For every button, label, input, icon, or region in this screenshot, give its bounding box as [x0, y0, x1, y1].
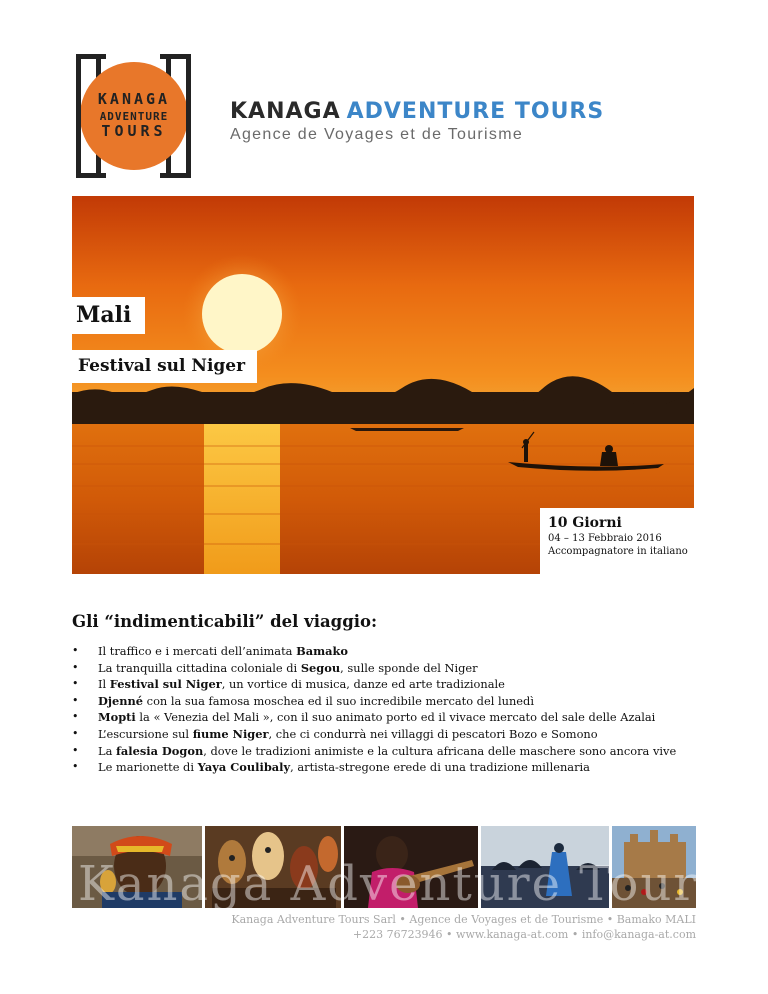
highlight-item: [72, 693, 712, 710]
highlights-title: Gli “indimenticabili” del viaggio:: [72, 612, 378, 631]
highlight-text-end: la « Venezia del Mali », con il suo animato porto ed il vivace mercato del sale delle Azalai: [135, 710, 656, 725]
trip-info-box: [540, 508, 694, 574]
country-label: Mali: [72, 297, 145, 334]
event-label: Festival sul Niger: [72, 350, 257, 383]
brand-name-part2: ADVENTURE TOURS: [346, 99, 605, 124]
footer: [231, 912, 696, 942]
highlight-place: Segou: [300, 660, 341, 675]
highlight-text: L’escursione sul: [98, 726, 193, 741]
highlight-place: Bamako: [296, 644, 349, 658]
trip-dates: 04 – 13 Febbraio 2016: [548, 533, 662, 544]
watermark-text: Kanaga Adventure Tours: [78, 856, 725, 912]
highlight-text: La: [98, 743, 116, 758]
highlight-place: Mopti: [98, 710, 136, 725]
highlight-place: Yaya Coulibaly: [197, 760, 291, 775]
highlights-list: [72, 643, 712, 776]
highlight-text-end: , che ci condurrà nei villaggi di pescatori Bozo e Somono: [268, 726, 598, 741]
highlight-place: fiume Niger: [192, 726, 269, 741]
brand-block: [230, 100, 604, 144]
highlight-text: Il: [98, 677, 110, 692]
brand-name: [230, 100, 604, 124]
highlight-item: [72, 726, 712, 743]
footer-line-2: +223 76723946 • www.kanaga-at.com • info@kanaga-at.com: [352, 928, 696, 941]
highlight-place: falesia Dogon: [115, 743, 204, 758]
highlight-text: Il traffico e i mercati dell’animata: [98, 644, 297, 658]
highlight-text-end: , dove le tradizioni animiste e la cultura africana delle maschere sono ancora vive: [203, 743, 677, 758]
highlight-text-end: , artista-stregone erede di una tradizione millenaria: [290, 760, 590, 775]
brand-subtitle: Agence de Voyages et de Tourisme: [230, 126, 524, 143]
trip-duration: 10 Giorni: [548, 515, 622, 531]
trip-guide: Accompagnatore in italiano: [548, 546, 688, 557]
logo-text-1: KANAGA: [97, 90, 171, 108]
logo-text-2: ADVENTURE: [99, 110, 169, 123]
highlight-text: Le marionette di: [98, 760, 198, 775]
highlight-item: [72, 709, 712, 726]
company-logo: [72, 52, 198, 180]
highlight-text-end: con la sua famosa moschea ed il suo incredibile mercato del lunedì: [143, 693, 534, 708]
highlight-place: Festival sul Niger: [109, 677, 222, 692]
highlight-text-end: , un vortice di musica, danze ed arte tradizionale: [221, 677, 505, 692]
brand-name-part1: KANAGA: [230, 99, 341, 124]
highlight-text: La tranquilla cittadina coloniale di: [98, 660, 301, 675]
logo-text-3: TOURS: [101, 122, 167, 140]
highlight-text-end: , sulle sponde del Niger: [340, 660, 478, 675]
highlight-place: Djenné: [98, 693, 144, 708]
highlight-item: [72, 660, 712, 677]
highlight-item: [72, 759, 712, 776]
highlight-item: [72, 676, 712, 693]
highlight-item: [72, 643, 712, 660]
highlight-item: [72, 743, 712, 760]
footer-line-1: Kanaga Adventure Tours Sarl • Agence de Voyages et de Tourisme • Bamako MALI: [231, 913, 696, 926]
hero-sunset-photo: [72, 196, 694, 574]
